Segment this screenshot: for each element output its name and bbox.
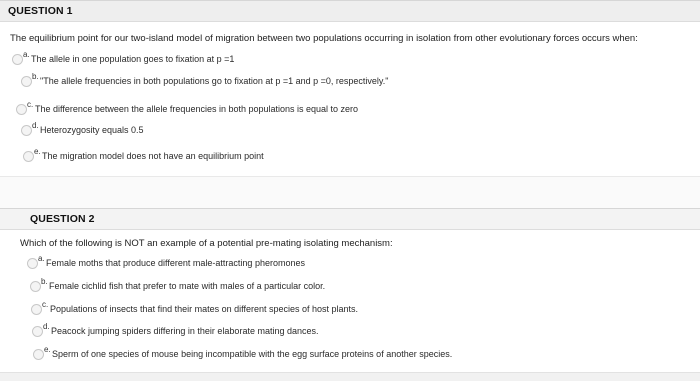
radio-button[interactable] <box>33 349 44 360</box>
question-2-text: Which of the following is NOT an example of a potential pre-mating isolating mechanism: <box>20 238 393 249</box>
radio-button[interactable] <box>21 125 32 136</box>
option-label: "The allele frequencies in both populations go to fixation at p =1 and p =0, respectively." <box>40 76 389 86</box>
question-1-header <box>0 0 700 22</box>
option-letter: a. <box>38 254 45 263</box>
option-label: Female moths that produce different male-attracting pheromones <box>46 258 305 268</box>
option-label: Populations of insects that find their mates on different species of host plants. <box>50 304 359 314</box>
option-label: The allele in one population goes to fixation at p =1 <box>31 54 235 64</box>
radio-button[interactable] <box>16 104 27 115</box>
radio-button[interactable] <box>27 258 38 269</box>
question-separator <box>0 176 700 209</box>
question-1-title: QUESTION 1 <box>8 5 73 17</box>
option-letter: b. <box>41 277 48 286</box>
option-label: Heterozygosity equals 0.5 <box>40 125 144 135</box>
option-label: The migration model does not have an equilibrium point <box>42 151 264 161</box>
option-letter: b. <box>32 72 39 81</box>
option-letter: e. <box>44 345 51 354</box>
option-label: Sperm of one species of mouse being incompatible with the egg surface proteins of another species. <box>52 349 453 359</box>
option-label: Peacock jumping spiders differing in their elaborate mating dances. <box>51 326 319 336</box>
question-1-text: The equilibrium point for our two-island model of migration between two populations occurring in isolation from other evolutionary forces occurs when: <box>10 33 638 44</box>
option-letter: a. <box>23 50 30 59</box>
radio-button[interactable] <box>32 326 43 337</box>
radio-button[interactable] <box>30 281 41 292</box>
option-label: The difference between the allele frequencies in both populations is equal to zero <box>35 104 359 114</box>
option-letter: d. <box>43 322 50 331</box>
option-label: Female cichlid fish that prefer to mate with males of a particular color. <box>49 281 326 291</box>
question-2-title: QUESTION 2 <box>30 213 95 225</box>
radio-button[interactable] <box>31 304 42 315</box>
option-letter: c. <box>42 300 49 309</box>
radio-button[interactable] <box>21 76 32 87</box>
radio-button[interactable] <box>23 151 34 162</box>
question-2-header <box>0 208 700 230</box>
option-letter: e. <box>34 147 41 156</box>
option-letter: c. <box>27 100 34 109</box>
option-letter: d. <box>32 121 39 130</box>
radio-button[interactable] <box>12 54 23 65</box>
